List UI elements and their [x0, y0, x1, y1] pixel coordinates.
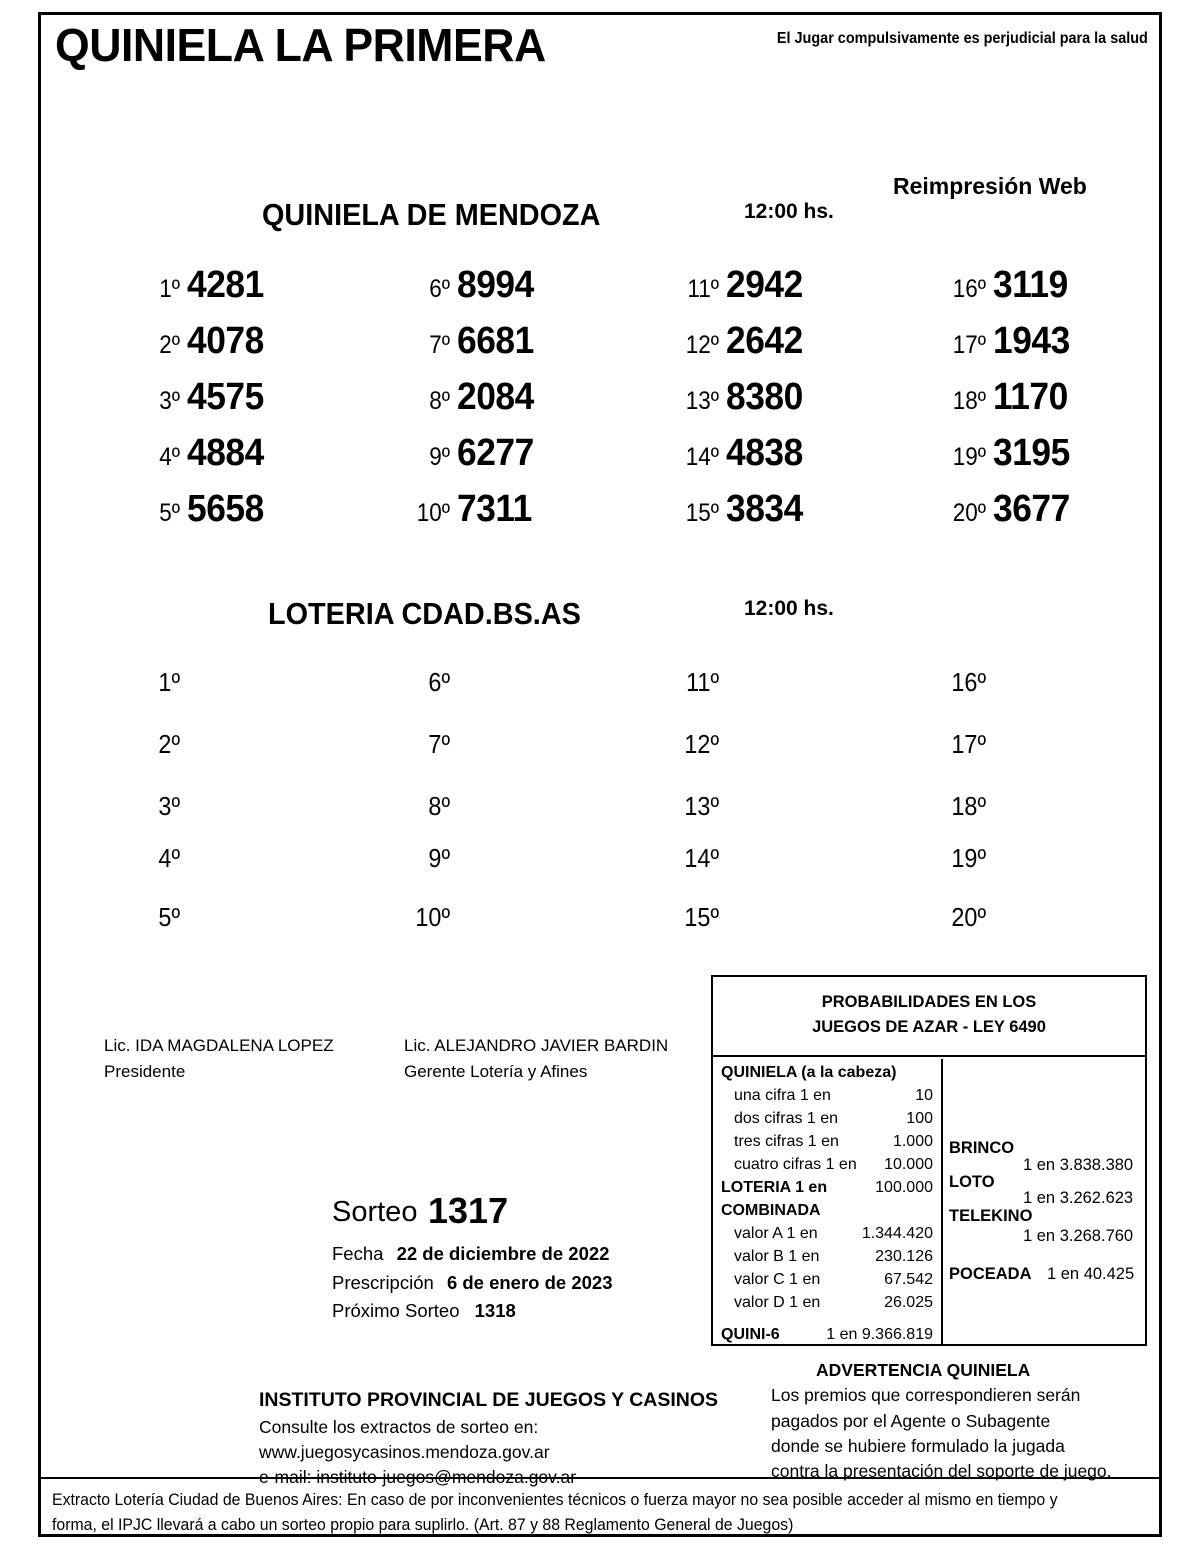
result-number: 1170	[993, 376, 1068, 418]
result-ordinal: 11º	[687, 275, 719, 303]
result-cell	[350, 376, 590, 419]
quiniela-odds-row-label: dos cifras 1 en	[734, 1110, 839, 1127]
result-cell	[350, 488, 590, 531]
proximo-sorteo-label: Próximo Sorteo	[332, 1300, 460, 1321]
result-number: 6681	[457, 320, 534, 362]
result-ordinal: 1º	[159, 275, 180, 303]
result-cell	[350, 320, 590, 363]
result-cell	[619, 843, 859, 874]
gambling-warning-text: El Jugar compulsivamente es perjudicial para la salud	[777, 30, 1148, 47]
game-odds-brinco: 1 en 3.838.380	[1023, 1156, 1134, 1174]
result-number: 3834	[726, 488, 803, 530]
result-cell	[80, 667, 320, 698]
result-cell	[619, 729, 859, 760]
result-number: 1943	[993, 320, 1070, 362]
fecha-label: Fecha	[332, 1243, 384, 1264]
result-number: 2942	[726, 264, 803, 306]
institute-website: www.juegosycasinos.mendoza.gov.ar	[259, 1442, 550, 1462]
combinada-odds-row	[721, 1245, 939, 1268]
result-number: 7311	[457, 488, 532, 530]
result-cell	[350, 843, 590, 874]
result-ordinal: 10º	[416, 499, 450, 527]
result-ordinal: 13º	[684, 791, 719, 821]
result-ordinal: 20º	[952, 499, 986, 527]
quiniela-odds-row	[721, 1084, 939, 1107]
result-cell	[886, 843, 1126, 874]
combinada-odds-row-value: 230.126	[875, 1248, 933, 1265]
signature-name-president: Lic. IDA MAGDALENA LOPEZ	[104, 1036, 334, 1055]
combinada-odds-row	[721, 1268, 939, 1291]
result-cell	[886, 902, 1126, 933]
result-number: 4281	[187, 264, 264, 306]
result-cell	[886, 488, 1126, 531]
result-cell	[350, 791, 590, 822]
advertencia-line-1: Los premios que correspondieren serán	[771, 1385, 1081, 1405]
result-ordinal: 18º	[952, 387, 986, 415]
draw-title-quiniela-mendoza: QUINIELA DE MENDOZA	[262, 197, 601, 232]
result-ordinal: 8º	[429, 387, 450, 415]
quiniela-odds-row-value: 1.000	[892, 1133, 933, 1150]
result-cell	[619, 264, 859, 307]
game-name-brinco: BRINCO	[949, 1139, 1015, 1157]
game-name-poceada: POCEADA	[949, 1265, 1032, 1283]
result-ordinal: 11º	[686, 667, 719, 697]
result-ordinal: 20º	[951, 902, 986, 932]
result-cell	[886, 320, 1126, 363]
result-cell	[886, 432, 1126, 475]
result-ordinal: 17º	[951, 729, 986, 759]
result-cell	[350, 667, 590, 698]
institute-title: INSTITUTO PROVINCIAL DE JUEGOS Y CASINOS	[259, 1389, 719, 1411]
result-ordinal: 16º	[951, 667, 986, 697]
result-number: 4838	[726, 432, 803, 474]
result-ordinal: 15º	[684, 902, 719, 932]
advertencia-line-3: donde se hubiere formulado la jugada	[771, 1436, 1065, 1456]
result-ordinal: 5º	[158, 902, 180, 932]
draw-time-quiniela-mendoza: 12:00 hs.	[744, 200, 834, 223]
result-ordinal: 9º	[429, 443, 450, 471]
result-cell	[619, 432, 859, 475]
result-ordinal: 2º	[159, 331, 180, 359]
result-ordinal: 4º	[159, 443, 180, 471]
result-ordinal: 8º	[428, 791, 450, 821]
result-ordinal: 7º	[428, 729, 450, 759]
result-ordinal: 7º	[429, 331, 450, 359]
game-odds-poceada: 1 en 40.425	[1047, 1265, 1135, 1283]
probabilities-header-line2: JUEGOS DE AZAR - LEY 6490	[812, 1018, 1046, 1036]
result-ordinal: 17º	[952, 331, 986, 359]
result-cell	[619, 667, 859, 698]
fecha-row	[332, 1243, 609, 1265]
quiniela-section-title: QUINIELA (a la cabeza)	[721, 1064, 897, 1081]
result-ordinal: 6º	[429, 275, 450, 303]
quiniela-odds-row-value: 10	[915, 1087, 933, 1104]
result-cell	[80, 264, 320, 307]
result-cell	[80, 791, 320, 822]
quiniela-odds-row-value: 100	[906, 1110, 933, 1127]
game-name-loto: LOTO	[949, 1173, 995, 1191]
combinada-odds-row-label: valor C 1 en	[734, 1271, 821, 1288]
result-ordinal: 6º	[428, 667, 450, 697]
result-cell	[80, 376, 320, 419]
result-number: 8380	[726, 376, 803, 418]
result-number: 3195	[993, 432, 1070, 474]
result-number: 2084	[457, 376, 534, 418]
disclaimer-line-1: Extracto Lotería Ciudad de Buenos Aires: En caso de por inconvenientes técnicos o fuerza mayor no sea posible acceder al mismo en tiempo y	[52, 1491, 1058, 1509]
quiniela-odds-row-label: una cifra 1 en	[734, 1087, 831, 1104]
page-title: QUINIELA LA PRIMERA	[55, 19, 546, 71]
result-ordinal: 2º	[158, 729, 180, 759]
combinada-odds-row-label: valor B 1 en	[734, 1248, 820, 1265]
disclaimer-divider	[38, 1477, 1162, 1479]
signature-name-manager: Lic. ALEJANDRO JAVIER BARDIN	[404, 1036, 669, 1055]
combinada-odds-row-value: 1.344.420	[861, 1225, 933, 1242]
combinada-odds-row	[721, 1222, 939, 1245]
result-number: 8994	[457, 264, 534, 306]
quiniela-odds-row	[721, 1107, 939, 1130]
probabilities-header	[713, 977, 1145, 1057]
probabilities-box	[711, 975, 1147, 1346]
advertencia-line-4: contra la presentación del soporte de juego.	[771, 1461, 1112, 1481]
result-number: 4575	[187, 376, 264, 418]
result-ordinal: 13º	[685, 387, 719, 415]
result-ordinal: 3º	[158, 791, 180, 821]
result-cell	[619, 376, 859, 419]
combinada-section-title: COMBINADA	[721, 1202, 821, 1219]
sorteo-label: Sorteo	[332, 1196, 418, 1228]
result-cell	[80, 902, 320, 933]
prescripcion-row	[332, 1272, 613, 1294]
result-ordinal: 18º	[951, 791, 986, 821]
result-cell	[350, 729, 590, 760]
institute-line-1: Consulte los extractos de sorteo en:	[259, 1417, 539, 1437]
quiniela-odds-row-label: cuatro cifras 1 en	[734, 1156, 857, 1173]
result-number: 5658	[187, 488, 264, 530]
result-ordinal: 15º	[685, 499, 719, 527]
result-number: 3119	[993, 264, 1068, 306]
institute-email: e-mail: instituto-juegos@mendoza.gov.ar	[259, 1467, 577, 1487]
draw-time-loteria-cdad-bsas: 12:00 hs.	[744, 597, 834, 620]
advertencia-title: ADVERTENCIA QUINIELA	[816, 1360, 1031, 1380]
draw-title-loteria-cdad-bsas: LOTERIA CDAD.BS.AS	[268, 596, 581, 631]
result-cell	[80, 488, 320, 531]
probabilities-column-divider	[941, 1059, 943, 1346]
signature-role-manager: Gerente Lotería y Afines	[404, 1062, 588, 1081]
result-number: 2642	[726, 320, 803, 362]
combinada-odds-row-value: 26.025	[884, 1294, 933, 1311]
proximo-sorteo-value: 1318	[474, 1300, 516, 1321]
result-ordinal: 1º	[158, 667, 180, 697]
result-cell	[350, 432, 590, 475]
result-ordinal: 19º	[952, 443, 986, 471]
combinada-odds-row	[721, 1291, 939, 1314]
result-ordinal: 19º	[951, 843, 986, 873]
advertencia-line-2: pagados por el Agente o Subagente	[771, 1411, 1051, 1431]
result-cell	[886, 729, 1126, 760]
probabilities-header-line1: PROBABILIDADES EN LOS	[821, 993, 1037, 1011]
game-odds-telekino: 1 en 3.268.760	[1023, 1227, 1134, 1245]
result-number: 4078	[187, 320, 264, 362]
sorteo-number: 1317	[428, 1190, 509, 1231]
result-number: 4884	[187, 432, 264, 474]
result-cell	[350, 264, 590, 307]
result-cell	[886, 667, 1126, 698]
result-ordinal: 3º	[159, 387, 180, 415]
quiniela-odds-row-value: 10.000	[884, 1156, 933, 1173]
result-number: 6277	[457, 432, 534, 474]
result-cell	[619, 791, 859, 822]
result-ordinal: 4º	[158, 843, 180, 873]
quiniela-odds-row	[721, 1153, 939, 1176]
result-number: 3677	[993, 488, 1070, 530]
result-ordinal: 12º	[685, 331, 719, 359]
result-ordinal: 14º	[685, 443, 719, 471]
fecha-value: 22 de diciembre de 2022	[396, 1243, 610, 1264]
probabilities-left-column	[721, 1061, 939, 1346]
result-cell	[619, 902, 859, 933]
result-cell	[886, 791, 1126, 822]
result-cell	[80, 729, 320, 760]
result-cell	[80, 843, 320, 874]
game-odds-loto: 1 en 3.262.623	[1023, 1189, 1134, 1207]
result-cell	[619, 488, 859, 531]
result-ordinal: 16º	[952, 275, 986, 303]
result-ordinal: 14º	[684, 843, 719, 873]
result-cell	[350, 902, 590, 933]
combinada-odds-row-label: valor D 1 en	[734, 1294, 821, 1311]
quiniela-odds-row-label: tres cifras 1 en	[734, 1133, 839, 1150]
result-cell	[886, 376, 1126, 419]
proximo-sorteo-row	[332, 1300, 516, 1322]
loteria-row: LOTERIA 1 en 100.000	[721, 1179, 933, 1196]
quini6-row: QUINI-6 1 en 9.366.819	[721, 1326, 933, 1343]
combinada-odds-row-label: valor A 1 en	[734, 1225, 818, 1242]
result-cell	[886, 264, 1126, 307]
result-ordinal: 9º	[428, 843, 450, 873]
prescripcion-value: 6 de enero de 2023	[446, 1272, 613, 1293]
reprint-web-label: Reimpresión Web	[893, 173, 1087, 199]
result-cell	[80, 320, 320, 363]
game-name-telekino: TELEKINO	[949, 1207, 1033, 1225]
result-cell	[80, 432, 320, 475]
result-ordinal: 10º	[415, 902, 450, 932]
signature-role-president: Presidente	[104, 1062, 186, 1081]
result-ordinal: 5º	[159, 499, 180, 527]
disclaimer-line-2: forma, el IPJC llevará a cabo un sorteo propio para suplirlo. (Art. 87 y 88 Reglamento General de Juegos)	[52, 1516, 794, 1534]
result-cell	[619, 320, 859, 363]
result-ordinal: 12º	[684, 729, 719, 759]
combinada-odds-row-value: 67.542	[884, 1271, 933, 1288]
quiniela-odds-row	[721, 1130, 939, 1153]
prescripcion-label: Prescripción	[332, 1272, 434, 1293]
